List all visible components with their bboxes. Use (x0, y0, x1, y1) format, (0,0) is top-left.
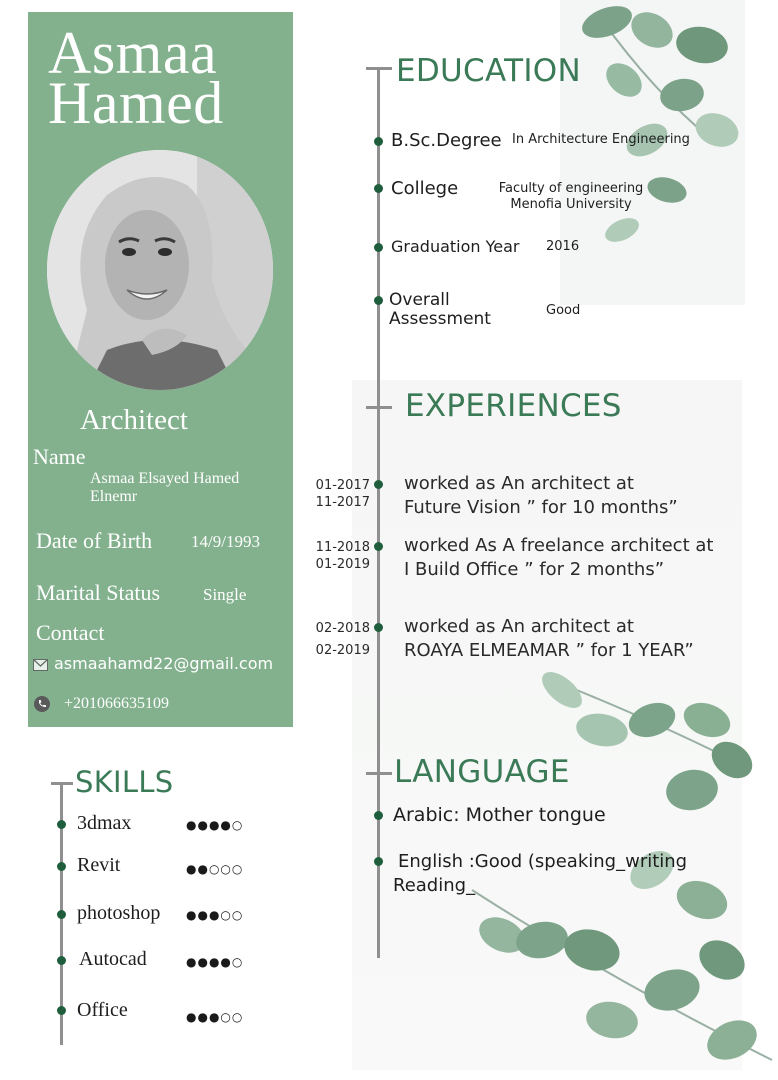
skill-office-rating: ●●●○○ (186, 1010, 244, 1024)
language-english-line1: English :Good (speaking_writing (398, 851, 688, 872)
skill-autocad-rating: ●●●●○ (186, 955, 244, 969)
education-cap (366, 67, 392, 70)
timeline-dot (374, 184, 383, 193)
timeline-dot (374, 137, 383, 146)
college-label: College (391, 178, 459, 199)
college-value-line1: Faculty of engineering (498, 181, 644, 196)
language-english-line2: Reading_ (393, 875, 476, 896)
envelope-icon (33, 659, 48, 671)
skill-revit: Revit (77, 854, 121, 876)
name-label: Name (33, 444, 86, 469)
name-value-line2: Elnemr (90, 488, 138, 505)
portrait-image (47, 150, 273, 390)
assessment-value: Good (546, 303, 581, 318)
language-heading: LANGUAGE (394, 754, 570, 790)
education-heading: EDUCATION (396, 53, 581, 89)
name-value (90, 470, 239, 506)
job-title: Architect (80, 404, 188, 436)
experience-3-line2: ROAYA ELMEAMAR ” for 1 YEAR” (404, 640, 694, 661)
dob-label: Date of Birth (36, 528, 153, 553)
skills-heading: SKILLS (75, 765, 174, 799)
experience-2-line2: I Build Office ” for 2 months” (404, 559, 665, 580)
timeline-dot (374, 243, 383, 252)
email-address[interactable]: asmaahamd22@gmail.com (54, 654, 274, 673)
degree-label: B.Sc.Degree (391, 130, 502, 151)
timeline-dot (57, 820, 66, 829)
name-value-line1: Asmaa Elsayed Hamed (90, 470, 240, 487)
timeline-dot (374, 480, 383, 489)
graduation-year-value: 2016 (546, 239, 580, 254)
timeline-dot (374, 296, 383, 305)
experience-2-from: 11-2018 (315, 540, 370, 555)
college-value-line2: Menofia University (510, 197, 632, 212)
assessment-label-line2: Assessment (389, 309, 491, 329)
college-value (490, 181, 652, 213)
experiences-heading: EXPERIENCES (405, 388, 622, 424)
experience-1-line2: Future Vision ” for 10 months” (404, 497, 678, 518)
experience-3-text (404, 615, 749, 663)
skills-cap (51, 782, 73, 785)
experience-1-line1: worked as An architect at (404, 473, 634, 494)
timeline-dot (57, 910, 66, 919)
skill-photoshop-rating: ●●●○○ (186, 908, 244, 922)
language-english (393, 850, 743, 898)
experience-3-line1: worked as An architect at (404, 616, 634, 637)
experience-1-to: 11-2017 (315, 495, 370, 510)
marital-status-label: Marital Status (36, 580, 161, 605)
timeline-dot (374, 542, 383, 551)
skill-3dmax-rating: ●●●●○ (186, 818, 244, 832)
experience-2-line1: worked As A freelance architect at (404, 535, 714, 556)
graduation-year-label: Graduation Year (391, 237, 520, 256)
timeline-line (377, 68, 380, 958)
experience-3-from: 02-2018 (315, 621, 370, 636)
language-arabic: Arabic: Mother tongue (393, 804, 606, 826)
skill-autocad: Autocad (79, 948, 147, 970)
skill-photoshop: photoshop (77, 902, 161, 924)
experience-2-text (404, 534, 749, 582)
dob-value: 14/9/1993 (191, 532, 260, 551)
experience-3-to: 02-2019 (315, 643, 370, 658)
skill-3dmax: 3dmax (77, 812, 132, 834)
profile-name (48, 20, 288, 136)
degree-value: In Architecture Engineering (512, 132, 690, 147)
language-cap (366, 772, 392, 775)
timeline-dot (57, 956, 66, 965)
assessment-label-line1: Overall (389, 290, 450, 310)
experience-1-from: 01-2017 (315, 478, 370, 493)
phone-number[interactable]: +201066635109 (64, 695, 170, 712)
experience-2-dates (308, 539, 370, 573)
first-name: Asmaa (48, 20, 218, 86)
timeline-dot (374, 623, 383, 632)
marital-status-value: Single (203, 585, 247, 604)
timeline-dot (57, 1006, 66, 1015)
timeline-dot (374, 811, 383, 820)
last-name: Hamed (48, 70, 224, 136)
experience-1-dates (308, 477, 370, 511)
experience-3-dates (308, 620, 370, 659)
timeline-dot (374, 857, 383, 866)
experience-2-to: 01-2019 (315, 557, 370, 572)
experiences-cap (366, 406, 392, 409)
timeline-dot (57, 862, 66, 871)
assessment-label (389, 291, 491, 329)
profile-photo (47, 150, 273, 390)
skill-office: Office (77, 999, 128, 1021)
phone-icon (34, 696, 50, 712)
experience-1-text (404, 472, 749, 520)
skill-revit-rating: ●●○○○ (186, 862, 244, 876)
contact-label: Contact (36, 620, 105, 645)
